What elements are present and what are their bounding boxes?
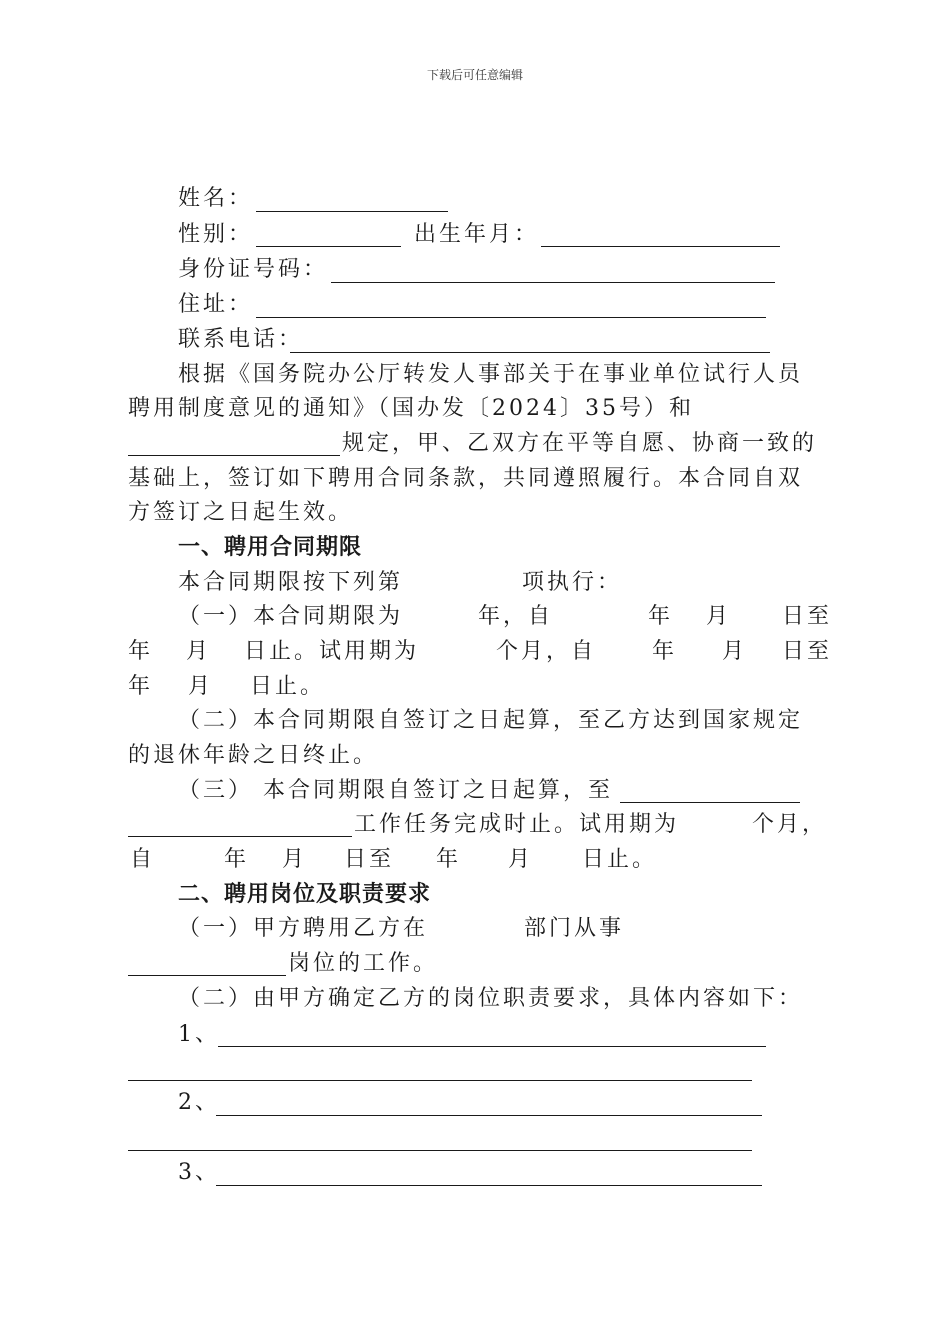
- section2-title: 二、聘用岗位及职责要求: [178, 882, 432, 907]
- duty-2-blank-2: [128, 1150, 752, 1151]
- intro-text: 根据《国务院办公厅转发人事部关于在事业单位试行人员: [178, 362, 804, 387]
- text: 月: [188, 674, 214, 699]
- text: 年，自: [478, 604, 554, 629]
- section1-title-row: [0, 531, 950, 565]
- text: 个月，自: [496, 639, 597, 664]
- text: 月: [508, 847, 534, 872]
- section2-item1-row-2: [0, 947, 950, 981]
- section1-item3-row: [0, 774, 950, 808]
- text: 日至: [344, 847, 395, 872]
- text: 的退休年龄之日终止。: [128, 743, 379, 768]
- duty-2-blank: [216, 1115, 762, 1116]
- phone-blank: [290, 352, 770, 353]
- text: 个月，: [752, 812, 828, 837]
- label-gender: 性别：: [178, 222, 254, 247]
- text: （一）甲方聘用乙方在: [178, 916, 429, 941]
- label-address: 住址：: [178, 292, 254, 317]
- section1-item1-row-2: [0, 635, 950, 669]
- intro-text: 基础上，签订如下聘用合同条款，共同遵照履行。本合同自双: [128, 466, 804, 491]
- intro-line-1: [0, 358, 950, 392]
- text: 日至: [782, 639, 833, 664]
- text: 项执行：: [522, 570, 623, 595]
- label-id: 身份证号码：: [178, 257, 329, 282]
- intro-line-2: [0, 392, 950, 426]
- section1-item1-row-3: [0, 670, 950, 704]
- section1-item2-row: [0, 704, 950, 738]
- text: （二）由甲方确定乙方的岗位职责要求，具体内容如下：: [178, 986, 804, 1011]
- duty-number: 3、: [178, 1160, 220, 1185]
- field-gender-row: [0, 218, 950, 252]
- section1-line-1: [0, 566, 950, 600]
- gender-blank: [256, 246, 401, 247]
- id-blank: [331, 282, 775, 283]
- duty-number: 1、: [178, 1022, 220, 1047]
- section2-item1-row: [0, 912, 950, 946]
- label-birth: 出生年月：: [414, 222, 540, 247]
- text: 日止。试用期为: [244, 639, 420, 664]
- text: 日止。: [250, 674, 326, 699]
- text: （二）本合同期限自签订之日起算，至乙方达到国家规定: [178, 708, 804, 733]
- text: （一）本合同期限为: [178, 604, 404, 629]
- intro-line-4: [0, 462, 950, 496]
- intro-line-5: [0, 496, 950, 530]
- text: 部门从事: [524, 916, 625, 941]
- task-blank-1: [620, 802, 800, 803]
- field-name-row: [0, 182, 950, 216]
- duty-1-blank-2: [128, 1080, 752, 1081]
- section1-item3-row-2: [0, 808, 950, 842]
- intro-text: 方签订之日起生效。: [128, 500, 354, 525]
- text: 日至: [782, 604, 833, 629]
- intro-text: 规定，甲、乙双方在平等自愿、协商一致的: [342, 431, 818, 456]
- intro-line-3: [0, 427, 950, 461]
- text: 年: [128, 674, 154, 699]
- section2-title-row: [0, 878, 950, 912]
- text: 自: [130, 847, 156, 872]
- text: 年: [652, 639, 678, 664]
- text: 年: [224, 847, 250, 872]
- section1-item3-row-3: [0, 843, 950, 877]
- section1-item1-row: [0, 600, 950, 634]
- text: 月: [706, 604, 732, 629]
- text: （三） 本合同期限自签订之日起算，至: [178, 778, 613, 803]
- birth-blank: [541, 246, 780, 247]
- duty-1-blank: [218, 1046, 766, 1047]
- text: 年: [128, 639, 154, 664]
- text: 月: [282, 847, 308, 872]
- section1-item2-row-2: [0, 739, 950, 773]
- text: 月: [186, 639, 212, 664]
- duty-3-blank: [216, 1185, 762, 1186]
- text: 年: [436, 847, 462, 872]
- label-phone: 联系电话：: [178, 327, 304, 352]
- section2-item2-row: [0, 982, 950, 1016]
- label-name: 姓名：: [178, 186, 254, 211]
- address-blank: [256, 317, 766, 318]
- duty-number: 2、: [178, 1090, 220, 1115]
- page-header: 下载后可任意编辑: [426, 68, 523, 82]
- text: 日止。: [582, 847, 658, 872]
- text: 岗位的工作。: [288, 951, 439, 976]
- text: 年: [648, 604, 674, 629]
- text: 本合同期限按下列第: [178, 570, 404, 595]
- intro-text: 聘用制度意见的通知》（国办发〔2024〕35号）和: [128, 396, 694, 421]
- text: 工作任务完成时止。试用期为: [354, 812, 680, 837]
- text: 月: [722, 639, 748, 664]
- name-blank: [256, 211, 448, 212]
- section1-title: 一、聘用合同期限: [178, 535, 363, 560]
